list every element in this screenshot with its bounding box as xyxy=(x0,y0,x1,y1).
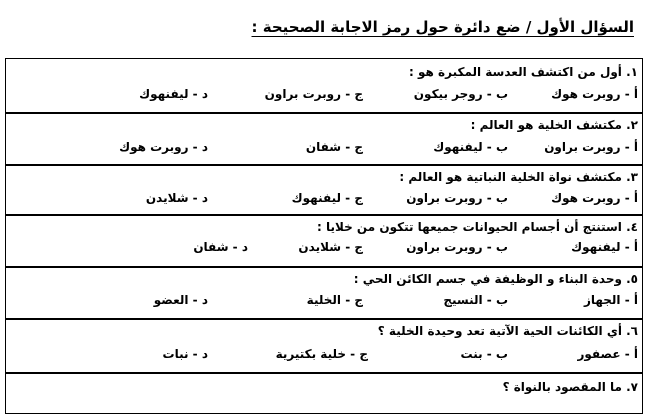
question-6-option-b[interactable]: ب - بنت xyxy=(460,347,508,361)
question-3-option-c[interactable]: ج - ليفنهوك xyxy=(291,191,363,205)
question-5-option-b[interactable]: ب - النسيج xyxy=(443,293,508,307)
question-2-option-a[interactable]: أ - روبرت براون xyxy=(544,140,638,154)
question-2-option-b[interactable]: ب - ليفنهوك xyxy=(433,140,508,154)
question-1-option-c[interactable]: ج - روبرت براون xyxy=(264,87,363,101)
question-3-option-d[interactable]: د - شلايدن xyxy=(145,191,208,205)
question-2-text: ٢. مكتشف الخلية هو العالم : xyxy=(470,118,638,132)
question-5-text: ٥. وحدة البناء و الوظيفة في جسم الكائن الحي : xyxy=(353,272,638,286)
question-6-option-a[interactable]: أ - عصفور xyxy=(577,347,638,361)
question-1-option-a[interactable]: أ - روبرت هوك xyxy=(551,87,638,101)
question-2-option-d[interactable]: د - روبرت هوك xyxy=(119,140,208,154)
question-5-option-c[interactable]: ج - الخلية xyxy=(306,293,363,307)
question-4-option-c[interactable]: ج - شلايدن xyxy=(298,240,363,254)
question-3-text: ٣. مكتشف نواة الخلية النباتية هو العالم : xyxy=(399,170,638,184)
question-4-option-a[interactable]: أ - ليفنهوك xyxy=(571,240,638,254)
question-6-option-c[interactable]: ج - خلية بكتيرية xyxy=(275,347,368,361)
question-7-text: ٧. ما المقصود بالنواة ؟ xyxy=(502,380,638,394)
page-title: السؤال الأول / ضع دائرة حول رمز الاجابة الصحيحة : xyxy=(251,18,634,36)
question-3-option-a[interactable]: أ - روبرت هوك xyxy=(551,191,638,205)
question-6-text: ٦. أي الكائنات الحية الآتية تعد وحيدة الخلية ؟ xyxy=(377,324,638,338)
question-4-option-d[interactable]: د - شفان xyxy=(193,240,248,254)
question-1-option-d[interactable]: د - ليفنهوك xyxy=(139,87,208,101)
question-6-option-d[interactable]: د - نبات xyxy=(162,347,208,361)
question-5-option-a[interactable]: أ - الجهاز xyxy=(583,293,638,307)
question-2-option-c[interactable]: ج - شفان xyxy=(305,140,363,154)
question-3-option-b[interactable]: ب - روبرت براون xyxy=(406,191,508,205)
question-1-text: ١. أول من اكتشف العدسة المكبرة هو : xyxy=(409,65,638,79)
question-4-text: ٤. استنتج أن أجسام الحيوانات جميعها تتكون من خلايا : xyxy=(317,220,638,234)
question-1-option-b[interactable]: ب - روجر بيكون xyxy=(413,87,508,101)
question-4-option-b[interactable]: ب - روبرت براون xyxy=(406,240,508,254)
question-5-option-d[interactable]: د - العضو xyxy=(153,293,208,307)
